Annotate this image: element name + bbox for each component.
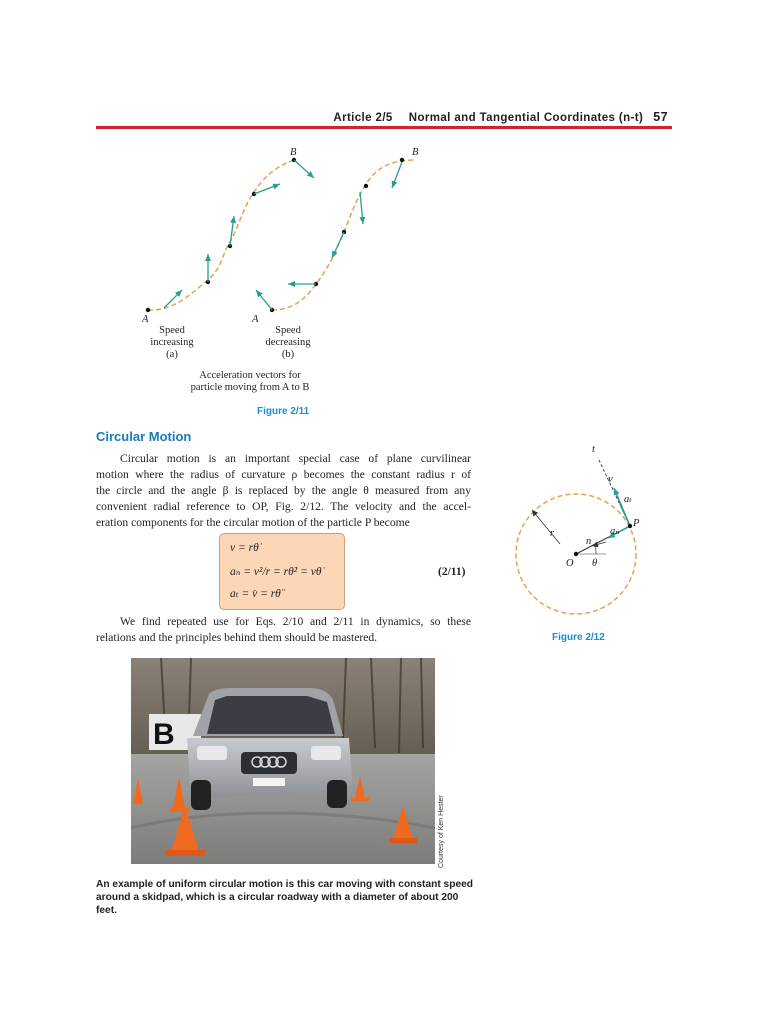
o-label: O — [566, 558, 574, 569]
header-rule — [96, 126, 672, 129]
path-a-point-a-label: A — [142, 314, 149, 325]
running-head — [333, 110, 668, 124]
path-a-points — [146, 158, 296, 312]
photo-caption — [96, 878, 476, 917]
circular-motion-paragraph — [96, 451, 471, 531]
paragraph-line: We find repeated use for Eqs. 2/10 and 2/11 in dynamics, so these — [120, 615, 471, 628]
center-point-o — [574, 552, 578, 556]
figure-2-11-description — [150, 370, 350, 394]
page-number: 57 — [653, 110, 668, 124]
path-a-point-b-label: B — [290, 147, 297, 158]
article-title: Normal and Tangential Coordinates (n-t) — [408, 112, 644, 124]
car — [187, 688, 353, 810]
figure-2-11-description-line-2: particle moving from A to B — [190, 382, 310, 393]
speed-increasing-label-3: (a) — [166, 349, 178, 360]
paragraph-line: the circle and the angle β is replaced by the angle θ measured from any — [96, 484, 471, 497]
path-a-acceleration-vectors — [164, 160, 314, 308]
paragraph-line: Circular motion is an important special case of plane curvilinear — [120, 452, 471, 465]
figure-2-11-diagram — [120, 140, 450, 390]
path-b-points — [270, 158, 404, 312]
section-heading: Circular Motion — [96, 429, 192, 444]
at-label: aₜ — [624, 494, 632, 505]
p-label: P — [633, 518, 640, 529]
equation-box — [219, 533, 345, 610]
speed-decreasing-label-2: decreasing — [265, 337, 311, 348]
paragraph-line: eration components for the circular motion of the particle P become — [96, 516, 410, 529]
paragraph-line: motion where the radius of curvature ρ becomes the constant radius r of — [96, 468, 471, 481]
v-label: v — [608, 474, 613, 485]
equation-normal-acceleration: aₙ = v²/r = rθ̇² = vθ̇ — [230, 566, 322, 578]
photo-credit-text: Courtesy of Ken Hester — [438, 795, 445, 868]
path-b-point-a-label: A — [252, 314, 259, 325]
equation-number: (2/11) — [438, 566, 466, 578]
n-label: n — [586, 536, 592, 547]
speed-decreasing-label-3: (b) — [281, 349, 295, 360]
speed-increasing-label-1: Speed — [159, 325, 185, 336]
r-label: r — [550, 528, 555, 539]
tangential-acceleration-vector — [620, 504, 630, 526]
mastery-paragraph — [96, 614, 471, 646]
figure-2-11-label: Figure 2/11 — [257, 406, 310, 417]
article-number: Article 2/5 — [333, 112, 393, 124]
speed-decreasing-label-1: Speed — [275, 325, 301, 336]
photo-caption-line-2: around a skidpad, which is a circular roadway with a diameter of about 200 feet. — [96, 892, 459, 916]
equation-velocity: v = rθ̇ — [230, 542, 259, 554]
t-label: t — [592, 444, 595, 455]
path-a-curve — [148, 160, 294, 310]
an-label: aₙ — [610, 526, 620, 537]
photo-caption-line-1: An example of uniform circular motion is this car moving with constant speed — [96, 879, 474, 890]
figure-2-12-diagram — [500, 440, 670, 630]
photo-credit — [436, 780, 450, 870]
equation-tangential-acceleration: aₜ = v̇ = rθ̈ — [230, 588, 281, 600]
svg-text:B: B — [153, 718, 175, 751]
theta-label: θ — [592, 558, 598, 569]
speed-increasing-label-2: increasing — [150, 337, 194, 348]
skidpad-car-photo — [131, 658, 435, 864]
paragraph-line: convenient radial reference to OP, Fig. 2/12. The velocity and the accel- — [96, 500, 471, 513]
radius-dimension — [532, 510, 560, 544]
particle-point-p — [628, 524, 632, 528]
paragraph-line: relations and the principles behind them should be mastered. — [96, 631, 378, 644]
figure-2-12-label: Figure 2/12 — [552, 632, 605, 643]
path-b-point-b-label: B — [412, 147, 419, 158]
figure-2-11-description-line-1: Acceleration vectors for — [199, 370, 301, 381]
